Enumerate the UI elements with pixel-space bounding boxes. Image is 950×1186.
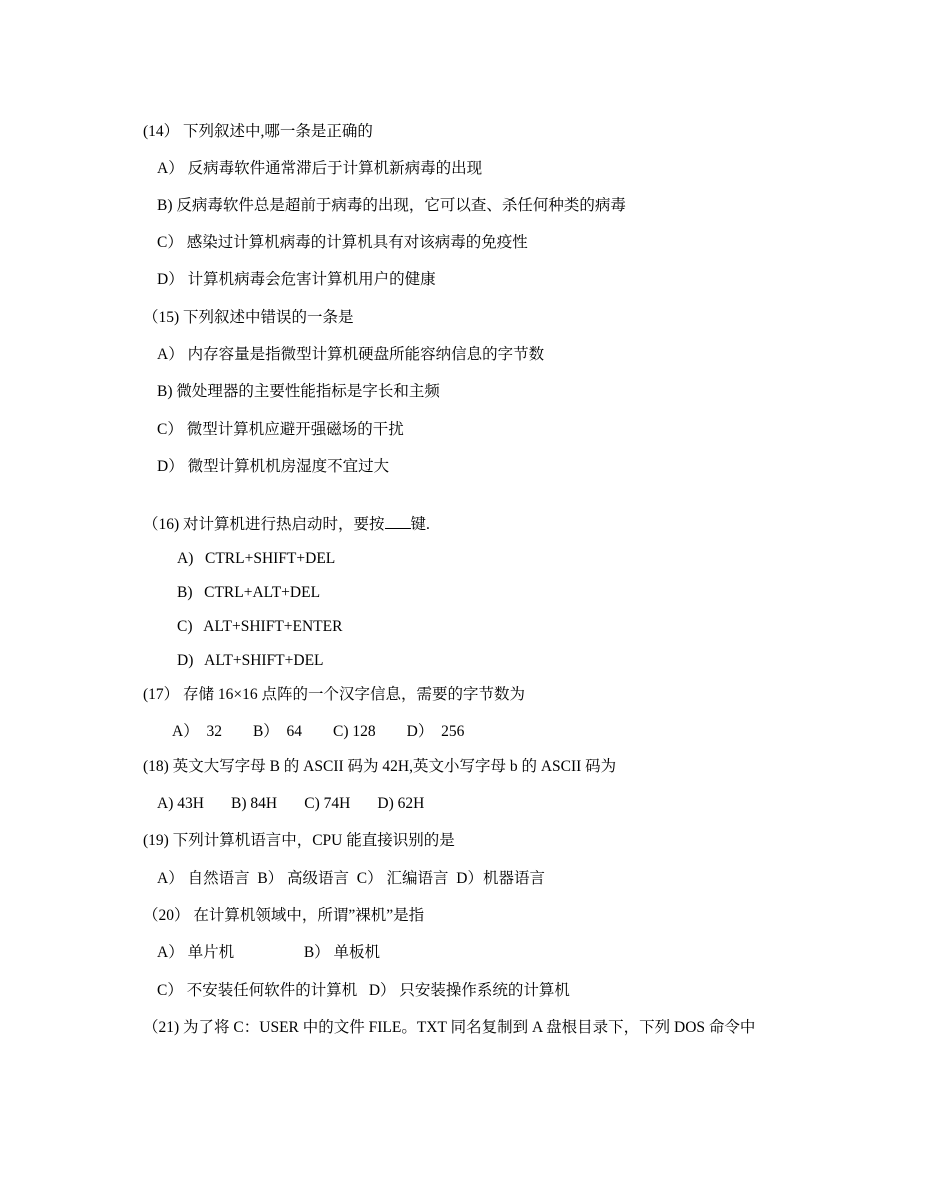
question-16-stem: [143, 514, 430, 535]
question-19-options: A） 自然语言 B） 高级语言 C） 汇编语言 D）机器语言: [157, 870, 545, 887]
question-16-option-b: B) CTRL+ALT+DEL: [177, 584, 321, 601]
question-14-option-b: B) 反病毒软件总是超前于病毒的出现，它可以查、杀任何种类的病毒: [157, 197, 626, 214]
question-16-option-a: A) CTRL+SHIFT+DEL: [177, 550, 336, 567]
answer-blank: [385, 514, 411, 529]
question-18-options: A) 43H B) 84H C) 74H D) 62H: [157, 795, 425, 812]
question-15-option-d: D） 微型计算机机房湿度不宜过大: [157, 458, 390, 475]
question-15-option-c: C） 微型计算机应避开强磁场的干扰: [157, 421, 404, 438]
question-16-option-d: D) ALT+SHIFT+DEL: [177, 652, 324, 669]
question-19-stem: (19) 下列计算机语言中，CPU 能直接识别的是: [143, 832, 455, 849]
question-17-stem: (17） 存储 16×16 点阵的一个汉字信息，需要的字节数为: [143, 686, 526, 703]
question-20-stem: （20） 在计算机领域中，所谓”裸机”是指: [143, 907, 425, 924]
question-14-stem: (14） 下列叙述中,哪一条是正确的: [143, 123, 373, 140]
question-15-option-a: A） 内存容量是指微型计算机硬盘所能容纳信息的字节数: [157, 346, 545, 363]
question-14-option-a: A） 反病毒软件通常滞后于计算机新病毒的出现: [157, 160, 483, 177]
question-14-option-d: D） 计算机病毒会危害计算机用户的健康: [157, 271, 436, 288]
question-21-stem: （21) 为了将 C：USER 中的文件 FILE。TXT 同名复制到 A 盘根目录下，下列 DOS 命令中: [143, 1019, 756, 1036]
question-15-stem: （15) 下列叙述中错误的一条是: [143, 309, 354, 326]
question-16-option-c: C) ALT+SHIFT+ENTER: [177, 618, 343, 635]
question-20-options-ab: A） 单片机 B） 单板机: [157, 944, 381, 961]
question-16-stem-text: （16) 对计算机进行热启动时，要按: [143, 516, 385, 533]
question-16-stem-suffix: 键.: [410, 516, 430, 533]
question-18-stem: (18) 英文大写字母 B 的 ASCII 码为 42H,英文小写字母 b 的 ASCII 码为: [143, 758, 617, 775]
question-15-option-b: B) 微处理器的主要性能指标是字长和主频: [157, 383, 440, 400]
question-17-options: A） 32 B） 64 C) 128 D） 256: [172, 723, 465, 740]
question-14-option-c: C） 感染过计算机病毒的计算机具有对该病毒的免疫性: [157, 234, 528, 251]
question-20-options-cd: C） 不安装任何软件的计算机 D） 只安装操作系统的计算机: [157, 982, 570, 999]
